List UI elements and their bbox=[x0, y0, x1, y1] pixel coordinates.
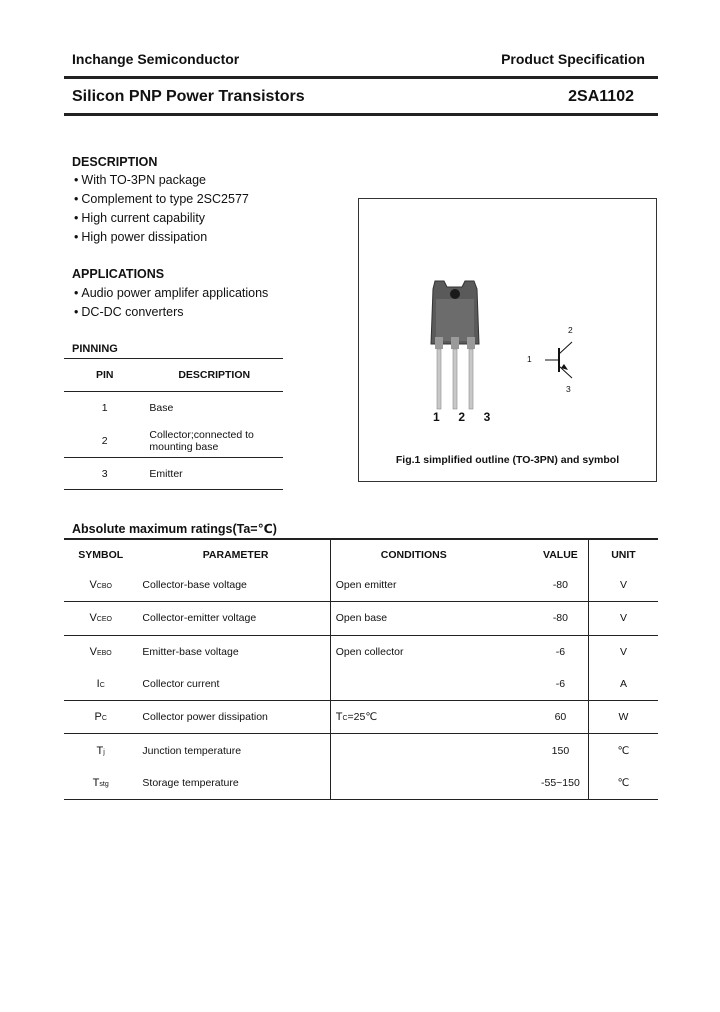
value-cell: 60 bbox=[493, 701, 589, 734]
conditions-cell: TC=25℃ bbox=[330, 701, 493, 734]
ratings-heading: Absolute maximum ratings(Ta=℃) bbox=[72, 522, 277, 536]
parameter-cell: Collector current bbox=[137, 668, 330, 701]
description-list bbox=[74, 171, 249, 247]
value-column-header: VALUE bbox=[543, 548, 578, 561]
list-item: • High current capability bbox=[74, 209, 249, 228]
value-cell: -80 bbox=[493, 602, 589, 635]
unit-cell: V bbox=[588, 602, 658, 635]
pnp-transistor-symbol bbox=[539, 324, 619, 404]
symbol-cell: PC bbox=[64, 701, 137, 734]
value-cell: 150 bbox=[551, 744, 570, 757]
table-row bbox=[64, 701, 658, 734]
conditions-column-header: CONDITIONS bbox=[330, 540, 493, 570]
parameter-cell: Collector-emitter voltage bbox=[137, 602, 330, 635]
pin-number: 3 bbox=[64, 458, 145, 490]
header-rule bbox=[64, 76, 658, 79]
figure-caption: Fig.1 simplified outline (TO-3PN) and symbol bbox=[395, 454, 620, 466]
symbol-cell: Tstg bbox=[64, 767, 137, 800]
table-row bbox=[64, 734, 658, 767]
pin-number: 1 bbox=[101, 402, 108, 414]
symbol-cell: VCBO bbox=[64, 569, 137, 602]
parameter-column-header: PARAMETER bbox=[202, 548, 269, 561]
page-title: Silicon PNP Power Transistors bbox=[72, 88, 305, 105]
part-number: 2SA1102 bbox=[568, 88, 634, 105]
unit-cell: V bbox=[588, 635, 658, 668]
table-row bbox=[64, 635, 658, 668]
table-row bbox=[64, 602, 658, 635]
table-row bbox=[64, 767, 658, 800]
list-item: • Audio power amplifer applications bbox=[74, 284, 268, 303]
parameter-cell: Emitter-base voltage bbox=[142, 645, 239, 658]
table-row bbox=[64, 392, 283, 425]
package-figure bbox=[358, 198, 657, 482]
applications-list bbox=[74, 284, 268, 322]
conditions-cell: Open collector bbox=[330, 635, 493, 668]
pin-column-header: PIN bbox=[64, 359, 145, 392]
parameter-cell: Storage temperature bbox=[137, 767, 330, 800]
unit-cell: ℃ bbox=[588, 734, 658, 767]
company-name: Inchange Semiconductor bbox=[72, 51, 240, 67]
parameter-cell: Collector power dissipation bbox=[137, 701, 330, 734]
symbol-cell: VCEO bbox=[64, 602, 137, 635]
conditions-cell: Open base bbox=[330, 602, 493, 635]
list-item: • DC-DC converters bbox=[74, 303, 268, 322]
list-item: • With TO-3PN package bbox=[74, 171, 249, 190]
pinning-heading: PINNING bbox=[72, 343, 118, 355]
unit-cell: W bbox=[588, 701, 658, 734]
table-row bbox=[64, 458, 283, 490]
symbol-base-label: 1 bbox=[527, 354, 532, 364]
unit-cell: A bbox=[588, 668, 658, 701]
symbol-cell: IC bbox=[64, 668, 137, 701]
unit-cell: V bbox=[588, 569, 658, 602]
description-heading: DESCRIPTION bbox=[72, 155, 158, 169]
symbol-collector-label: 2 bbox=[568, 325, 573, 335]
pin-description: Base bbox=[149, 402, 174, 414]
description-column-header: DESCRIPTION bbox=[145, 359, 283, 392]
table-row bbox=[64, 424, 283, 458]
symbol-cell: Tj bbox=[96, 744, 105, 757]
parameter-cell: Collector-base voltage bbox=[137, 569, 330, 602]
list-item: • Complement to type 2SC2577 bbox=[74, 190, 249, 209]
list-item: • High power dissipation bbox=[74, 228, 249, 247]
value-cell: -55~150 bbox=[493, 767, 589, 800]
unit-column-header: UNIT bbox=[588, 540, 658, 570]
title-rule bbox=[64, 113, 658, 116]
conditions-cell bbox=[330, 767, 493, 800]
symbol-cell: VEBO bbox=[89, 645, 112, 658]
symbol-column-header: SYMBOL bbox=[78, 548, 124, 561]
conditions-cell bbox=[330, 668, 493, 701]
table-row bbox=[64, 668, 658, 701]
conditions-cell: Open emitter bbox=[330, 569, 493, 602]
table-row bbox=[64, 569, 658, 602]
pin-description: Collector;connected to mounting base bbox=[145, 424, 283, 458]
value-cell: -80 bbox=[493, 569, 589, 602]
pin-number: 2 bbox=[64, 424, 145, 458]
value-cell: -6 bbox=[493, 668, 589, 701]
value-cell: -6 bbox=[555, 645, 566, 658]
unit-cell: ℃ bbox=[588, 767, 658, 800]
symbol-emitter-label: 3 bbox=[566, 384, 571, 394]
ratings-table bbox=[64, 539, 658, 800]
pin-description: Emitter bbox=[145, 458, 283, 490]
pinning-table bbox=[64, 359, 283, 490]
conditions-cell bbox=[330, 734, 493, 767]
document-type: Product Specification bbox=[501, 51, 645, 67]
applications-heading: APPLICATIONS bbox=[72, 267, 165, 281]
package-pin-labels: 1 2 3 bbox=[433, 410, 491, 424]
parameter-cell: Junction temperature bbox=[142, 744, 242, 757]
